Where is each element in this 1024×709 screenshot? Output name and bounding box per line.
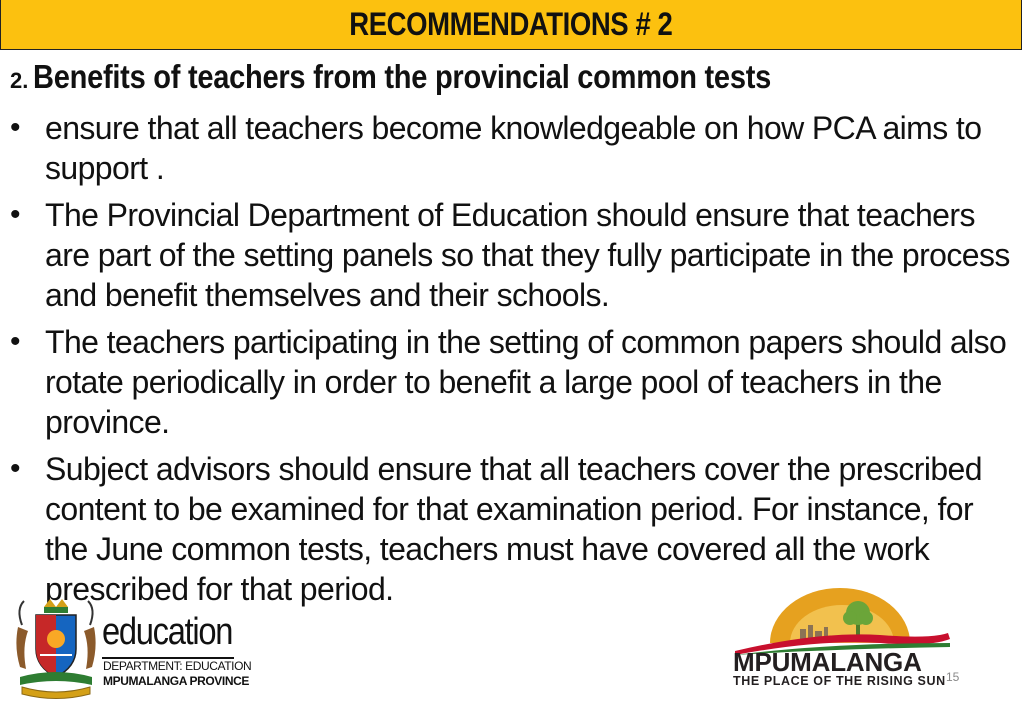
coat-of-arms-icon	[10, 597, 102, 702]
education-wordmark: education	[102, 611, 233, 653]
rising-sun-icon	[730, 585, 955, 655]
bullet-item	[0, 195, 1024, 315]
department-label: DEPARTMENT: EDUCATION	[103, 659, 252, 673]
heading-text: Benefits of teachers from the provincial common tests	[32, 58, 771, 95]
bullet-item	[0, 108, 1024, 188]
bullet-icon: •	[10, 111, 20, 144]
page-number: 15	[946, 670, 960, 684]
bullet-text: Subject advisors should ensure that all teachers cover the prescribed content to be examined for that examination period. For instance, for the June common tests, teachers must have covered all the work prescribed for that period.	[45, 451, 982, 607]
bullet-text: The Provincial Department of Education should ensure that teachers are part of the setting panels so that they fully participate in the process and benefit themselves and their schools.	[45, 197, 1010, 313]
mpumalanga-tagline: THE PLACE OF THE RISING SUN	[733, 674, 946, 688]
slide-title: RECOMMENDATIONS # 2	[349, 6, 673, 42]
bullet-text: The teachers participating in the setting of common papers should also rotate periodically in order to benefit a large pool of teachers in the province.	[45, 324, 1007, 440]
heading-number: 2.	[10, 68, 29, 93]
bullet-list	[0, 108, 1024, 616]
section-heading	[10, 58, 871, 96]
title-bar	[0, 0, 1022, 50]
bullet-text: ensure that all teachers become knowledgeable on how PCA aims to support .	[45, 110, 982, 186]
province-label: MPUMALANGA PROVINCE	[103, 674, 249, 688]
mpumalanga-wordmark: MPUMALANGA	[733, 647, 922, 677]
bullet-icon: •	[10, 198, 20, 231]
mpumalanga-logo	[730, 585, 955, 693]
education-logo	[10, 597, 250, 702]
bullet-icon: •	[10, 325, 20, 358]
bullet-icon: •	[10, 452, 20, 485]
bullet-item	[0, 322, 1024, 442]
